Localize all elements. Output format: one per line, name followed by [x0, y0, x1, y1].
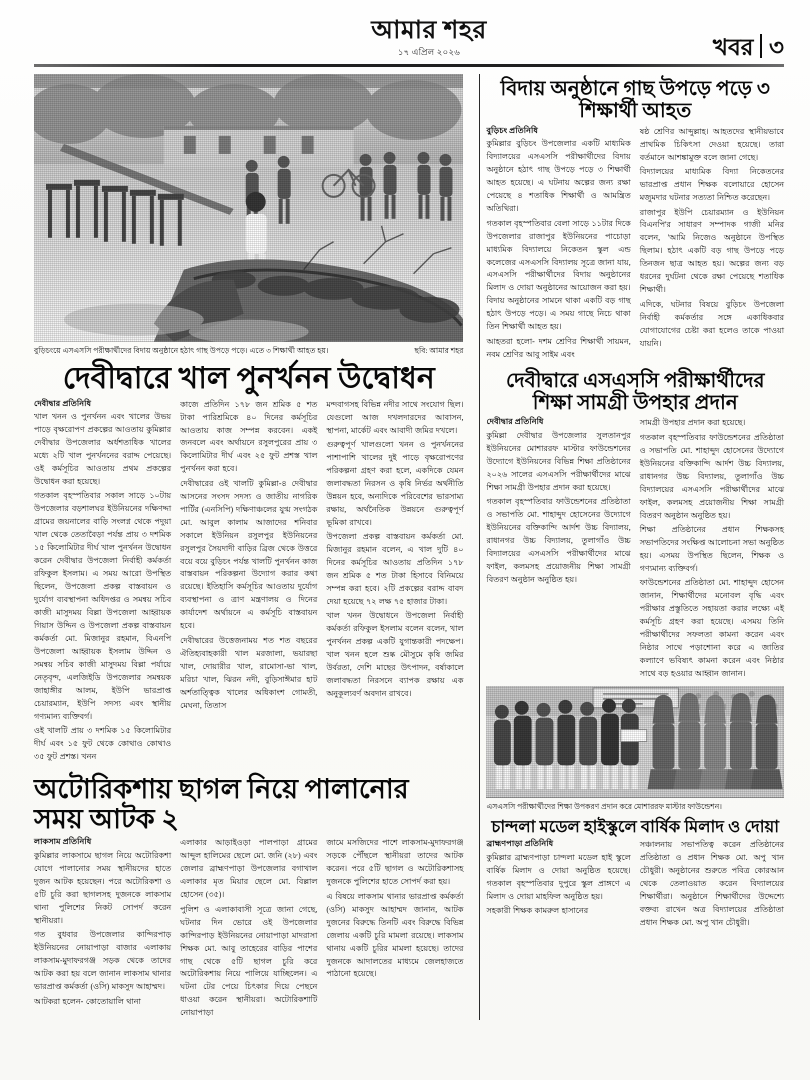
- column-divider: [479, 74, 480, 1020]
- goat-paragraph: এলাকার আড়াইওড়া পালপাড়া গ্রামের আব্দুল হালিমের ছেলে মো. জনি (২৮) এবং জেলার ব্রাহ্মণপাড়া উপজেলার বগাখাল এলাকার মৃত মিয়ার ছেলে মো. বিল্লাল হোসেন (৩৫)।: [180, 838, 318, 900]
- milad-paragraph: কুমিল্লার ব্রাহ্মণপাড়া চান্দলা মডেল হাই স্কুলে বার্ষিক মিলাদ ও দোয়া অনুষ্ঠিত হয়েছে। গতকাল বৃহস্পতিবার দুপুরে স্কুল প্রাঙ্গণে এ মিলাদ ও দোয়া মাহফিল অনুষ্ঠিত হয়।: [486, 853, 631, 901]
- canal-paragraph: ওই খালটি প্রায় ৩ দশমিক ১৫ কিলোমিটার দীর্ঘ এবং ১৫ ফুট থেকে কোথাও কোথাও ৩৫ ফুট প্রশস্ত। খনন: [34, 726, 172, 762]
- tree-paragraph: আহতরা হলো- দশম শ্রেণির শিক্ষার্থী সায়মন, নবম শ্রেণির আবু সাইম এবং: [486, 336, 631, 359]
- canal-byline: দেবীদ্বার প্রতিনিধি: [34, 398, 92, 408]
- gift-photo-caption: এসএসসি পরীক্ষার্থীদের শিক্ষা উপকরণ প্রদান করে মোশাররফ মাস্টার ফাউন্ডেশন।: [486, 801, 722, 811]
- tree-paragraph: গতকাল বৃহস্পতিবার বেলা সাড়ে ১১টার দিকে উপজেলার রাজাপুর ইউনিয়নের পাচোড়া মাধ্যমিক বিদ্যালয়ে নিকেতন স্কুল এন্ড কলেজের এসএসসি বিদ্যালয় সূত্রে জানা যায়, এসএসসি পরীক্ষার্থীদের বিদায় অনুষ্ঠানের মিলাদ ও দোয়া অনুষ্ঠানের আয়োজন করা হয়। বিদায় অনুষ্ঠানের সামনে থাকা একটি বড় গাছ হঠাৎ উপড়ে পড়ে। এ সময় গাছে নিচে থাকা তিন শিক্ষার্থী আহত হয়।: [486, 218, 631, 332]
- canal-paragraph: গতকাল বৃহস্পতিবার সকাল সাড়ে ১০টায় উপজেলার বড়শালঘর ইউনিয়নের দক্ষিণদ্দা গ্রামের জয়নালের বাড়ি সংলগ্ন থেকে পদুয়া খাল থেকে তেতাবৈড়া পর্যন্ত প্রায় ৩ দশমিক ১৫ কিলোমিটার দীর্ঘ খাল পুনর্খনন উদ্বোধন করেন দেবীদ্বার উপজেলা নির্বাহী কর্মকর্তা রফিকুল ইসলাম। এ সময় আরো উপস্থিত ছিলেন, উপজেলা প্রকল্প বাস্তবায়ন ও দুর্যোগ ব্যবস্থাপনা অধিদপ্তর ও সমন্বয় সচিব কাজী মাসুদময় বিল্লা উপজেলা আহ্বায়ক গিয়াস উদ্দিন ও উপজেলা প্রকল্প বাস্তবায়ন কর্মকর্তা মো. মিজানুর রহমান, বিএনপি উপজেলা আহ্বায়ক ইসলাম উদ্দিন ও সমন্বয় সচিব কাজী মাসুদময় বিল্লা পর্যায়ে নেতৃবৃন্দ, এলজিইডি উপজেলার সমন্বয়ক জাহাঙ্গীর আলম, ইউপি ভারপ্রাপ্ত চেয়ারম্যান, ইউপি সদস্য এবং স্থানীয় গণ্যমান্য ব্যক্তিবর্গ।: [34, 491, 172, 721]
- gift-paragraph: ফাউন্ডেশনের প্রতিষ্ঠাতা মো. শাহাব্দুদ হোসেন জানান, শিক্ষার্থীদের মনোবল বৃদ্ধি এবং পরীক্ষার প্রস্তুতিতে সহায়তা করার লক্ষ্যে এই কর্মসূচি গ্রহণ করা হয়েছে। এসময় তিনি পরীক্ষার্থীদের সফলতা কামনা করেন এবং নিষ্ঠার সাথে পড়াশোনা করে এ জাতির কল্যাণে ভবিষ্যৎ কামনা করেন এবং নিষ্ঠার সাথে বড় হওয়ার আহ্বান জানান।: [639, 578, 785, 679]
- gift-column-1: [486, 417, 630, 681]
- article-canal-columns: [34, 399, 463, 764]
- tree-paragraph: রাজাপুর ইউপি চেয়ারম্যান ও ইউনিয়ন বিএনপি'র সাধারণ সম্পাদক গাজী মনির বলেন, 'আমি নিজেও অনুষ্ঠানে উপস্থিত ছিলাম। হঠাৎ একটি বড় গাছ উপড়ে পড়ে তিনজন ছাত্র আহত হয়। অল্পের জন্য বড় ধরনের দুর্ঘটনা থেকে রক্ষা পেয়েছে শতাধিক শিক্ষার্থী।: [639, 207, 785, 295]
- canal-column-1: [34, 399, 171, 764]
- canal-paragraph: উপজেলা প্রকল্প বাস্তবায়ন কর্মকর্তা মো. মিজানুর রহমান বলেন, এ খাল দুটি ৪০ দিনের কর্মসূচির আওতায় প্রতিদিন ১৭৮ জন শ্রমিক ৫ শত টাকা হিসাবে বিনিময়ে সম্পন্ন করা হবে। ২টি প্রকল্পের বরাদ্দ বাবদ দেয়া হয়েছে ৭২ লক্ষ ৭৫ হাজার টাকা।: [326, 532, 464, 606]
- goat-paragraph: পুলিশ ও এলাকাবাসী সূত্রে জানা গেছে, ঘটনার দিন ভোরে ওই উপজেলার কান্দিরপাড় ইউনিয়নের নোয়াপাড়া মাদরাসা শিক্ষক মো. আবু তাহেরের বাড়ির পাশের গাছ থেকে ৫টি ছাগল চুরি করে অটোরিকশায় নিয়ে পালিয়ে যাচ্ছিলেন। এ ঘটনা টের পেয়ে চিৎকার দিয়ে পেছনে ধাওয়া করেন স্থানীয়রা। অটোরিকশাটি নোয়াপাড়া: [180, 904, 318, 1018]
- masthead-center: [371, 18, 486, 60]
- milad-column-2: [640, 839, 784, 931]
- gift-paragraph: শিক্ষা প্রতিষ্ঠানের প্রধান শিক্ষকসহ সভাপতিদের সংক্ষিপ্ত আলোচনা সভা অনুষ্ঠিত হয়। এসময় উপস্থিত ছিলেন, শিক্ষক ও গণ্যমান্য ব্যক্তিবর্গ।: [639, 525, 785, 573]
- tree-column-2: [640, 126, 784, 362]
- goat-column-1: [34, 837, 171, 1020]
- tree-paragraph: ষষ্ঠ শ্রেণির আব্দুল্লাহ। আহতদের স্থানীয়ভাবে প্রাথমিক চিকিৎসা দেওয়া হয়েছে। তারা বর্তমানে আশঙ্কামুক্ত বলে জানা গেছে।: [639, 126, 785, 162]
- tree-paragraph: কুমিল্লার বুড়িচং উপজেলার একটি মাধ্যমিক বিদ্যালয়ের এসএসসি পরীক্ষার্থীদের বিদায় অনুষ্ঠানে হঠাৎ গাছ উপড়ে পড়ে ৩ শিক্ষার্থী আহত হয়েছে। এ ঘটনায় অল্পের জন্য রক্ষা পেয়েছে ৪ শতাধিক শিক্ষার্থী ও আমন্ত্রিত অতিথিরা।: [486, 139, 631, 214]
- gift-paragraph: সামগ্রী উপহার প্রদান করা হয়েছে।: [639, 418, 746, 428]
- lead-photo-credit: ছবি: আমার শহর: [414, 346, 464, 355]
- canal-paragraph: খাল খনন ও পুনর্খনন এবং খালের উভয় পাড়ে বৃক্ষরোপণ প্রকল্পের আওতায় কুমিল্লার দেবীদ্বার উপজেলার অর্ধশতাধিক খালের মধ্যে ২টি খাল পুনর্খননের বরাদ্দ পেয়েছে। ওই কর্মসূচির আওতায় প্রথম প্রকল্পের উদ্বোধন করা হয়েছে।: [34, 412, 172, 487]
- photo-halftone-grain: [34, 74, 463, 342]
- lead-photo-caption: [34, 342, 463, 358]
- headline-goat-arrest: অটোরিকশায় ছাগল নিয়ে পালানোর সময় আটক ২: [34, 773, 409, 835]
- publication-date: ১৭ এপ্রিল ২০২৬: [397, 47, 461, 57]
- article-milad-columns: [486, 839, 784, 931]
- goat-byline: লাকসাম প্রতিনিধি: [34, 837, 92, 847]
- milad-paragraph: সহকারী শিক্ষক কামরুল হাসানের: [486, 906, 589, 916]
- masthead: [34, 14, 784, 60]
- section-label: খবর: [712, 35, 754, 60]
- masthead-rule: [34, 64, 784, 67]
- goat-paragraph: জামে মসজিদের পাশে লাকসাম-মুদাফরগঞ্জ সড়কে পৌঁছলে স্থানীয়রা তাদের আটক করেন। পরে ৫টি ছাগল ও অটোরিকশাসহ দুজনকে পুলিশের হাতে সোপর্দ করা হয়।: [326, 838, 464, 887]
- right-section: [486, 74, 784, 1020]
- gift-paragraph: গতকাল বৃহস্পতিবার ফাউন্ডেশনের প্রতিষ্ঠাতা ও সভাপতি মো. শাহাব্দুদ হোসেনের উদ্যোগে ইউনিয়নের বক্তিকান্দি আর্দশ উচ্চ বিদ্যালয়, রাধানগর উচ্চ বিদ্যালয়, তুলাগাঁও উচ্চ বিদ্যালয়ের এসএসসি পরীক্ষার্থীদের মাঝে ফাইল, কলমসহ প্রয়োজনীয় শিক্ষা সামগ্রী বিতরণ অনুষ্ঠান অনুষ্ঠিত হয়।: [486, 497, 631, 585]
- goat-paragraph: এ বিষয়ে লাকসাম থানার ভারপ্রাপ্ত কর্মকর্তা (ওসি) মাকসুদ আহাম্মদ জানান, আটক দুজনের বিরুদ্ধে তিনটি এবং বিরুদ্ধে বিভিন্ন জেলায় একটি চুরি মামলা রয়েছে। লাকসাম থানায় একটি চুরির মামলা হয়েছে। তাদের দুজনকে আদালতের মাধ্যমে জেলহাজতে পাঠানো হয়েছে।: [326, 891, 464, 979]
- headline-canal-project: দেবীদ্বারে খাল পুনর্খনন উদ্বোধন: [62, 362, 435, 395]
- headline-gift-distribution: দেবীদ্বারে এসএসসি পরীক্ষার্থীদের শিক্ষা সামগ্রী উপহার প্রদান: [505, 369, 765, 415]
- milad-paragraph: সঞ্চালনায় সভাপতিত্ব করেন প্রতিষ্ঠানের প্রতিষ্ঠাতা ও প্রধান শিক্ষক মো. অপু খান চৌধুরী। অনুষ্ঠানের শুরুতে পবিত্র কোরআন থেকে তেলাওয়াত করেন বিদ্যালয়ের শিক্ষার্থীরা। অনুষ্ঠানে শিক্ষার্থীদের উদ্দেশ্যে বক্তব্য রাখেন অত্র বিদ্যালয়ের প্রতিষ্ঠাতা প্রধান শিক্ষক মো. অপু খান চৌধুরী।: [639, 840, 785, 928]
- canal-paragraph: মন্দবাগসহ বিভিন্ন নদীর সাথে সংযোগ ছিল। যেগুলো আজ দখলদারদের আবাসন, স্থাপনা, মার্কেট এবং আবাদী জমির দখলে।: [326, 399, 464, 435]
- lead-photo-caption-text: বুড়িচংয়ে এসএসসি পরীক্ষার্থীদের বিদায় অনুষ্ঠানে হঠাৎ গাছ উপড়ে পড়ে। এতে ৩ শিক্ষার্থী আহত হয়।: [34, 346, 329, 355]
- gift-column-2: [640, 417, 784, 681]
- canal-column-2: [180, 399, 317, 764]
- newspaper-title: আমার শহর: [371, 17, 487, 44]
- left-section: [34, 74, 473, 1020]
- tree-byline: বুড়িচং প্রতিনিধি: [486, 125, 538, 135]
- goat-column-3: [326, 837, 463, 1020]
- gift-paragraph: গতকাল বৃহস্পতিবার ফাউন্ডেশনের প্রতিষ্ঠাতা ও সভাপতি মো. শাহাব্দুদ হোসেনের উদ্যোগে ইউনিয়নের বক্তিকান্দি আর্দশ উচ্চ বিদ্যালয়, রাধানগর উচ্চ বিদ্যালয়, তুলাগাঁও উচ্চ বিদ্যালয়ের এসএসসি পরীক্ষার্থীদের মাঝে ফাইল, কলমসহ প্রয়োজনীয় শিক্ষা সামগ্রী বিতরণ অনুষ্ঠান অনুষ্ঠিত হয়।: [639, 432, 785, 520]
- gift-ceremony-photo: [486, 686, 784, 798]
- tree-column-1: [486, 126, 630, 362]
- headline-tree-injury: বিদায় অনুষ্ঠানে গাছ উপড়ে পড়ে ৩ শিক্ষার্থী আহত: [500, 78, 770, 123]
- gift-byline: দেবীদ্বার প্রতিনিধি: [486, 417, 544, 427]
- milad-column-1: [486, 839, 630, 931]
- gift-paragraph: কুমিল্লা দেবীদ্বার উপজেলার সুলতানপুর ইউনিয়নের মোশাররফ মাস্টার ফাউন্ডেশনের উদ্যোগে ইউনিয়নের বিভিন্ন শিক্ষা প্রতিষ্ঠানের ২০২৬ সালের এসএসসি পরীক্ষার্থীদের মাঝে শিক্ষা সামগ্রী উপহার প্রদান করা হয়েছে।: [486, 431, 631, 492]
- article-tree-columns: [486, 126, 784, 362]
- goat-paragraph: কুমিল্লার লাকসামে ছাগল নিয়ে অটোরিকশা যোগে পালানোর সময় স্থানীয়দের হাতে দুজন আটক হয়েছেন। পরে অটোরিকশা ও ৫টি চুরি করা ছাগলসহ দুজনকে লাকসাম থানা পুলিশের নিকট সোপর্দ করেন স্থানীয়রা।: [34, 851, 172, 925]
- section-indicator: [713, 34, 784, 59]
- lead-photo: [34, 74, 463, 342]
- canal-paragraph: কাজে প্রতিদিন ১৭৮ জন শ্রমিক ৫ শত টাকা পারিশ্রমিকে ৪০ দিনের কর্মসূচির আওতায় কাজ সম্পন্ন করবেন। একই জনবলে এবং অর্থায়নে রসুলপুরের প্রায় ৩ কিলোমিটার দীর্ঘ এবং ২৫ ফুট প্রশস্ত খাল পুনর্খনন করা হবে।: [180, 399, 318, 474]
- canal-paragraph: দেবীদ্বারের উত্তেজনাময় শত শত বছরের ঐতিহ্যবাহকারী খাল মরজালা, ভয়ারছা খাল, দোয়ারীর খাল, রামোসা-ভা খাল, মরিচা খাল, ঝিরন নদী, বুড়িসাঈমার হাট অর্শতাত্ত্বিক খালের অধিকাংশ গোমতী, মেঘনা, তিতাস: [180, 635, 318, 710]
- headline-milad-event: চান্দলা মডেল হাইস্কুলে বার্ষিক মিলাদ ও দোয়া: [491, 816, 780, 836]
- tree-paragraph: বিদ্যালয়ের মাধ্যমিক বিদ্যা নিকেতনের ভারপ্রাপ্ত প্রধান শিক্ষক বলোয়ারে হোসেন মজুমদার ঘটনার সত্যতা নিশ্চিত করেছেন।: [639, 167, 785, 203]
- goat-column-2: [180, 837, 317, 1020]
- page-number: ৩: [769, 35, 784, 60]
- section-divider: [760, 34, 762, 58]
- article-goat-columns: [34, 837, 463, 1020]
- goat-paragraph: আটকরা হলেন- কোতোয়ালি থানা: [34, 996, 141, 1006]
- photo-halftone-grain: [486, 686, 784, 798]
- canal-paragraph: খাল খনন উদ্বোধনে উপজেলা নির্বাহী কর্মকর্তা রফিকুল ইসলাম বলেন বলেন, খাল পুনর্খনন প্রকল্প একটি যুগান্তকারী পদক্ষেপ। খাল খনন হলে শুষ্ক মৌসুমে কৃষি জমির উর্বরতা, দেশি মাছের উৎপাদন, বর্ষাকালে জলাবদ্ধতা নিরসনে ব্যাপক রক্ষায় এক অনুকূল্যবর্ণ অবদান রাখবে।: [326, 611, 464, 699]
- milad-byline: ব্রাহ্মণপাড়া প্রতিনিধি: [486, 839, 554, 849]
- canal-paragraph: গুরুত্বপূর্ণ খালগুলো খনন ও পুনর্খননের পাশাপাশি খালের দুই পাড়ে বৃক্ষরোপণের পরিকল্পনা গ্রহণ করা হলে, একদিকে যেমন জলাবদ্ধতা নিরসন ও কৃষি নির্ভর অর্থনীতি উন্নয়ন হবে, অন্যদিকে পরিবেশের ভারসাম্য রক্ষায়, অর্থনৈতিক উন্নয়নে গুরুত্বপূর্ণ ভূমিকা রাখবে।: [326, 439, 464, 527]
- page-body: [34, 74, 784, 1020]
- article-gift-columns: [486, 417, 784, 681]
- canal-paragraph: দেবীদ্বারের ওই খালটি কুমিল্লা-৪ দেবীদ্বার আসনের সংসদ সদস্য ও জাতীয় নাগরিক পার্টির (এনসিপি) দক্ষিণাঞ্চলের যুগ্ম সংগঠক মো. আবুল কালাম আজাদের শনিবার সকালে ইউনিয়ন রসুলপুর ইউনিয়নের রসুলপুর সৈয়দাদী বাড়ির ব্রিজ থেকে উত্তরে বয়ে বয়ে বুড়িচং পর্যন্ত খালটি পুনর্খনন কাজ বাস্তবায়ন পরিকল্পনা উদ্যোগ করার কথা রয়েছে। ইতিহাসি কর্মসূচির আওতায় দুর্যোগ ব্যবস্থাপনা ও ত্রাণ মন্ত্রণালয় ও দিনের কার্যাদেশ অর্থায়নে এ কর্মসূচি বাস্তবায়ন হবে।: [180, 478, 318, 631]
- goat-paragraph: গত বুধবার উপজেলার কান্দিরপাড় ইউনিয়নের নোয়াপাড়া বাজার এলাকায় লাকসাম-মুদাফরগঞ্জ সড়ক থেকে তাদের আটক করা হয় বলে জানান লাকসাম থানার ভারপ্রাপ্ত কর্মকর্তা (ওসি) মাকসুদ আহাম্মদ।: [34, 930, 172, 992]
- canal-column-3: [326, 399, 463, 764]
- tree-paragraph: এদিকে, ঘটনার বিষয়ে বুড়িচং উপজেলা নির্বাহী কর্মকর্তার সঙ্গে একাধিকবার যোগাযোগের চেষ্টা করা হলেও তাকে পাওয়া যায়নি।: [639, 299, 785, 348]
